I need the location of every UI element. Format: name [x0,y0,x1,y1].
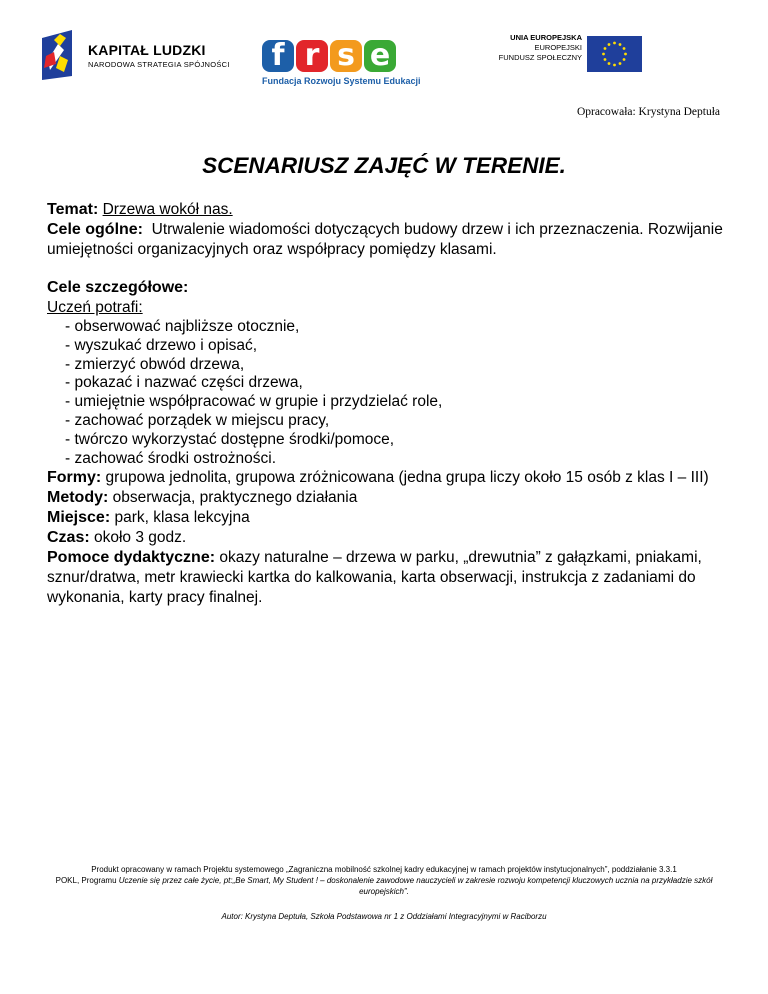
eu-line-3: FUNDUSZ SPOŁECZNY [498,53,582,62]
eu-flag-icon [587,36,642,72]
eu-star-icon [619,62,622,65]
formy-label: Formy: [47,469,102,487]
czas-value: około 3 godz. [94,529,187,547]
footer-line-1: Produkt opracowany w ramach Projektu systemowego „Zagraniczna mobilność szkolnej kadry edukacyjnej w ramach projektów instytucjonalnych”, poddziałanie 3.3.1 [91,865,677,874]
frse-letter-e: e [364,40,396,72]
list-item: - zachować porządek w miejscu pracy, [65,411,330,429]
section-metody [47,488,727,508]
eu-logo [490,33,650,75]
cele-szczegolowe-list [47,318,727,468]
author-top: Opracowała: Krystyna Deptuła [576,106,720,118]
eu-star-icon [604,58,607,61]
temat-label: Temat: [47,201,99,218]
document-body [47,200,727,608]
frse-logo [262,40,422,95]
eu-star-icon [608,43,611,46]
metody-value: obserwacja, praktycznego działania [112,489,358,507]
eu-star-icon [619,43,622,46]
kapital-ludzki-logo [38,30,238,80]
eu-star-icon [623,58,626,61]
pomoce-value: okazy naturalne – drzewa w parku, „drewutnia” z gałązkami, pniakami, sznur/dratwa, metr krawiecki kartka do kalkowania, karta obserwacji, instrukcja z zadaniami do wykonania, karty pracy finalnej. [47,549,702,607]
eu-line-1: UNIA EUROPEJSKA [510,33,582,42]
section-pomoce [47,548,727,608]
metody-label: Metody: [47,489,109,507]
eu-star-icon [608,62,611,65]
list-item: - pokazać i nazwać części drzewa, [65,374,303,392]
section-cele-ogolne [47,220,727,260]
eu-star-icon [602,53,605,56]
footer-author: Autor: Krystyna Deptuła, Szkoła Podstawowa nr 1 z Oddziałami Integracyjnymi w Raciborzu [221,912,547,921]
kapital-ludzki-emblem-icon [38,30,82,80]
frse-letters [262,40,422,72]
section-temat [47,200,727,220]
eu-star-icon [623,47,626,50]
eu-line-2: EUROPEJSKI [534,43,582,52]
eu-star-icon [613,42,616,45]
kapital-ludzki-subtitle: NARODOWA STRATEGIA SPÓJNOŚCI [88,60,230,69]
pomoce-label: Pomoce dydaktyczne: [47,549,216,567]
section-cele-szczegolowe [47,278,727,468]
formy-value: grupowa jednolita, grupowa zróżnicowana (jedna grupa liczy około 15 osób z klas I – III) [105,469,709,487]
frse-letter-r: r [296,40,328,72]
czas-label: Czas: [47,529,90,547]
list-item: - wyszukać drzewo i opisać, [65,336,258,354]
eu-star-icon [613,64,616,67]
cele-ogolne-value: Utrwalenie wiadomości dotyczących budowy drzew i ich przeznaczenia. Rozwijanie umiejętności organizacyjnych oraz współpracy pomiędzy klasami. [47,221,723,258]
page-title: SCENARIUSZ ZAJĘĆ W TERENIE. [202,153,566,178]
cele-szczegolowe-sublabel: Uczeń potrafi: [47,299,143,316]
section-formy [47,468,727,488]
miejsce-value: park, klasa lekcyjna [114,509,250,527]
list-item: - zachować środki ostrożności. [65,449,277,467]
list-item: - zmierzyć obwód drzewa, [65,355,245,373]
eu-star-icon [604,47,607,50]
section-czas [47,528,727,548]
eu-text [499,33,582,63]
frse-caption: Fundacja Rozwoju Systemu Edukacji [262,76,421,86]
frse-letter-f: f [262,40,294,72]
eu-star-icon [624,53,627,56]
section-miejsce [47,508,727,528]
cele-ogolne-label: Cele ogólne: [47,221,144,238]
footer [30,864,738,897]
cele-szczegolowe-label: Cele szczegółowe: [47,279,189,296]
list-item: - umiejętnie współpracować w grupie i przydzielać role, [65,393,443,411]
list-item: - twórczo wykorzystać dostępne środki/pomoce, [65,430,395,448]
footer-line-2-b: Uczenie się przez całe życie, pt:„Be Smart, My Student ! – doskonalenie zawodowe nauczycieli w zakresie rozwoju kompetencji kluczowych ucznia na przykładzie szkół europejskich”. [118,876,713,896]
footer-line-2 [30,875,738,897]
temat-value: Drzewa wokół nas. [102,201,233,218]
kapital-ludzki-title: KAPITAŁ LUDZKI [88,42,206,58]
footer-line-2-a: POKL, Programu [55,876,119,885]
list-item: - obserwować najbliższe otocznie, [65,318,300,335]
miejsce-label: Miejsce: [47,509,111,527]
frse-letter-s: s [330,40,362,72]
